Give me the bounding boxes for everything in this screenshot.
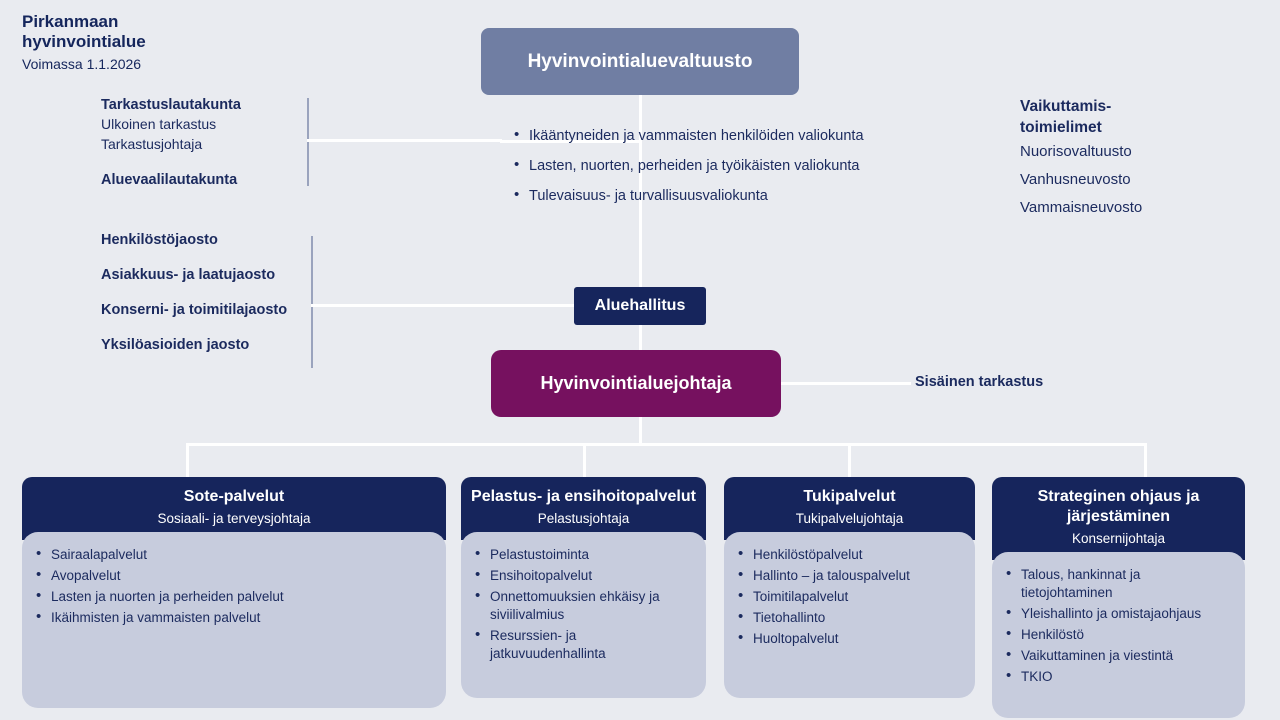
- card-header: [22, 477, 446, 540]
- jaosto-item: Konserni- ja toimitilajaosto: [101, 302, 288, 318]
- card-body: [724, 532, 975, 698]
- connector-johtaja-sisainen: [781, 382, 911, 385]
- brand-name-line2: hyvinvointialue: [22, 32, 146, 51]
- card-pelastus-ja-ensihoitopalvelut[interactable]: [461, 477, 706, 698]
- card-title: Sote-palvelut: [183, 488, 285, 505]
- jaosto-item: Asiakkuus- ja laatujaosto: [101, 267, 276, 283]
- list-item: • Tietohallinto: [736, 609, 963, 627]
- list-item: • Henkilöstö: [1004, 626, 1233, 644]
- card-title: Pelastus- ja ensihoitopalvelut: [471, 488, 696, 505]
- brand-name-line1: Pirkanmaan: [22, 12, 119, 31]
- group-vaikuttamistoimielimet: [1020, 96, 1260, 222]
- card-list: [736, 546, 963, 648]
- node-hyvinvointialuevaltuusto[interactable]: [481, 28, 799, 95]
- validity-date: Voimassa 1.1.2026: [22, 56, 142, 72]
- list-item: • Ikäihmisten ja vammaisten palvelut: [34, 609, 434, 627]
- list-item: • Tulevaisuus- ja turvallisuusvaliokunta: [512, 186, 872, 206]
- list-valiokunnat: [512, 126, 872, 216]
- vaikuttamis-item: Vanhusneuvosto: [1020, 171, 1131, 188]
- card-header: [724, 477, 975, 540]
- card-header: [461, 477, 706, 540]
- group-title-line2: toimielimet: [1020, 119, 1102, 136]
- card-subtitle: Konsernijohtaja: [1071, 531, 1166, 546]
- connector-aluehallitus-johtaja: [639, 325, 642, 352]
- connector-bus-card2: [583, 443, 586, 479]
- list-item: • Avopalvelut: [34, 567, 434, 585]
- card-body: [461, 532, 706, 698]
- jaosto-item: Yksilöasioiden jaosto: [101, 337, 250, 353]
- card-body: [992, 552, 1245, 718]
- connector-bus-card3: [848, 443, 851, 479]
- label-sisainen-tarkastus: Sisäinen tarkastus: [915, 374, 1044, 390]
- jaosto-item: Henkilöstöjaosto: [101, 232, 218, 248]
- group-tarkastuslautakunta: [101, 96, 316, 189]
- list-item: • Henkilöstöpalvelut: [736, 546, 963, 564]
- list-item: • Hallinto – ja talouspalvelut: [736, 567, 963, 585]
- brand-block: [22, 12, 322, 72]
- group-subtitle-2: Tarkastusjohtaja: [101, 136, 203, 152]
- card-title: Strateginen ohjaus ja järjestäminen: [1037, 488, 1200, 525]
- group-subtitle-1: Ulkoinen tarkastus: [101, 116, 217, 132]
- card-subtitle: Pelastusjohtaja: [537, 511, 630, 526]
- card-subtitle: Sosiaali- ja terveysjohtaja: [157, 511, 311, 526]
- group-jaostot: [101, 231, 326, 371]
- card-list: [34, 546, 434, 627]
- group-title-line1: Vaikuttamis-: [1020, 98, 1112, 115]
- card-title: Tukipalvelut: [803, 488, 896, 505]
- connector-jaostot-aluehallitus: [311, 304, 576, 307]
- card-strateginen-ohjaus-ja-jarjestaminen[interactable]: [992, 477, 1245, 718]
- node-label: Hyvinvointialuejohtaja: [540, 373, 732, 393]
- list-item: • Yleishallinto ja omistajaohjaus: [1004, 605, 1233, 623]
- card-body: [22, 532, 446, 708]
- connector-johtaja-bus: [639, 417, 642, 444]
- list-item: • Ikääntyneiden ja vammaisten henkilöiden valiokunta: [512, 126, 872, 146]
- list-item: • Pelastustoiminta: [473, 546, 694, 564]
- list-item: • Toimitilapalvelut: [736, 588, 963, 606]
- group-item-aluevaalilautakunta: Aluevaalilautakunta: [101, 172, 238, 188]
- card-sote-palvelut[interactable]: [22, 477, 446, 708]
- vaikuttamis-item: Vammaisneuvosto: [1020, 199, 1143, 216]
- node-label: Hyvinvointialuevaltuusto: [527, 50, 753, 72]
- connector-bus-card1: [186, 443, 189, 479]
- list-item: • Sairaalapalvelut: [34, 546, 434, 564]
- list-item: • Vaikuttaminen ja viestintä: [1004, 647, 1233, 665]
- card-header: [992, 477, 1245, 560]
- node-aluehallitus[interactable]: [574, 287, 706, 325]
- connector-bus-card4: [1144, 443, 1147, 479]
- list-item: • Ensihoitopalvelut: [473, 567, 694, 585]
- list-item: • Lasten ja nuorten ja perheiden palvelut: [34, 588, 434, 606]
- group-title: Tarkastuslautakunta: [101, 97, 241, 113]
- vaikuttamis-item: Nuorisovaltuusto: [1020, 143, 1132, 160]
- list-item: • Onnettomuuksien ehkäisy ja siviilivalmius: [473, 588, 694, 624]
- card-subtitle: Tukipalvelujohtaja: [795, 511, 904, 526]
- node-hyvinvointialuejohtaja[interactable]: [491, 350, 781, 417]
- card-list: [1004, 566, 1233, 686]
- connector-bus: [186, 443, 1146, 446]
- connector-tarkastus-to-center: [307, 139, 502, 142]
- node-label: Aluehallitus: [594, 297, 686, 314]
- list-item: • TKIO: [1004, 668, 1233, 686]
- list-item: • Lasten, nuorten, perheiden ja työikäisten valiokunta: [512, 156, 872, 176]
- card-list: [473, 546, 694, 663]
- list-item: • Resurssien- ja jatkuvuudenhallinta: [473, 627, 694, 663]
- list-item: • Talous, hankinnat ja tietojohtaminen: [1004, 566, 1233, 602]
- card-tukipalvelut[interactable]: [724, 477, 975, 698]
- list-item: • Huoltopalvelut: [736, 630, 963, 648]
